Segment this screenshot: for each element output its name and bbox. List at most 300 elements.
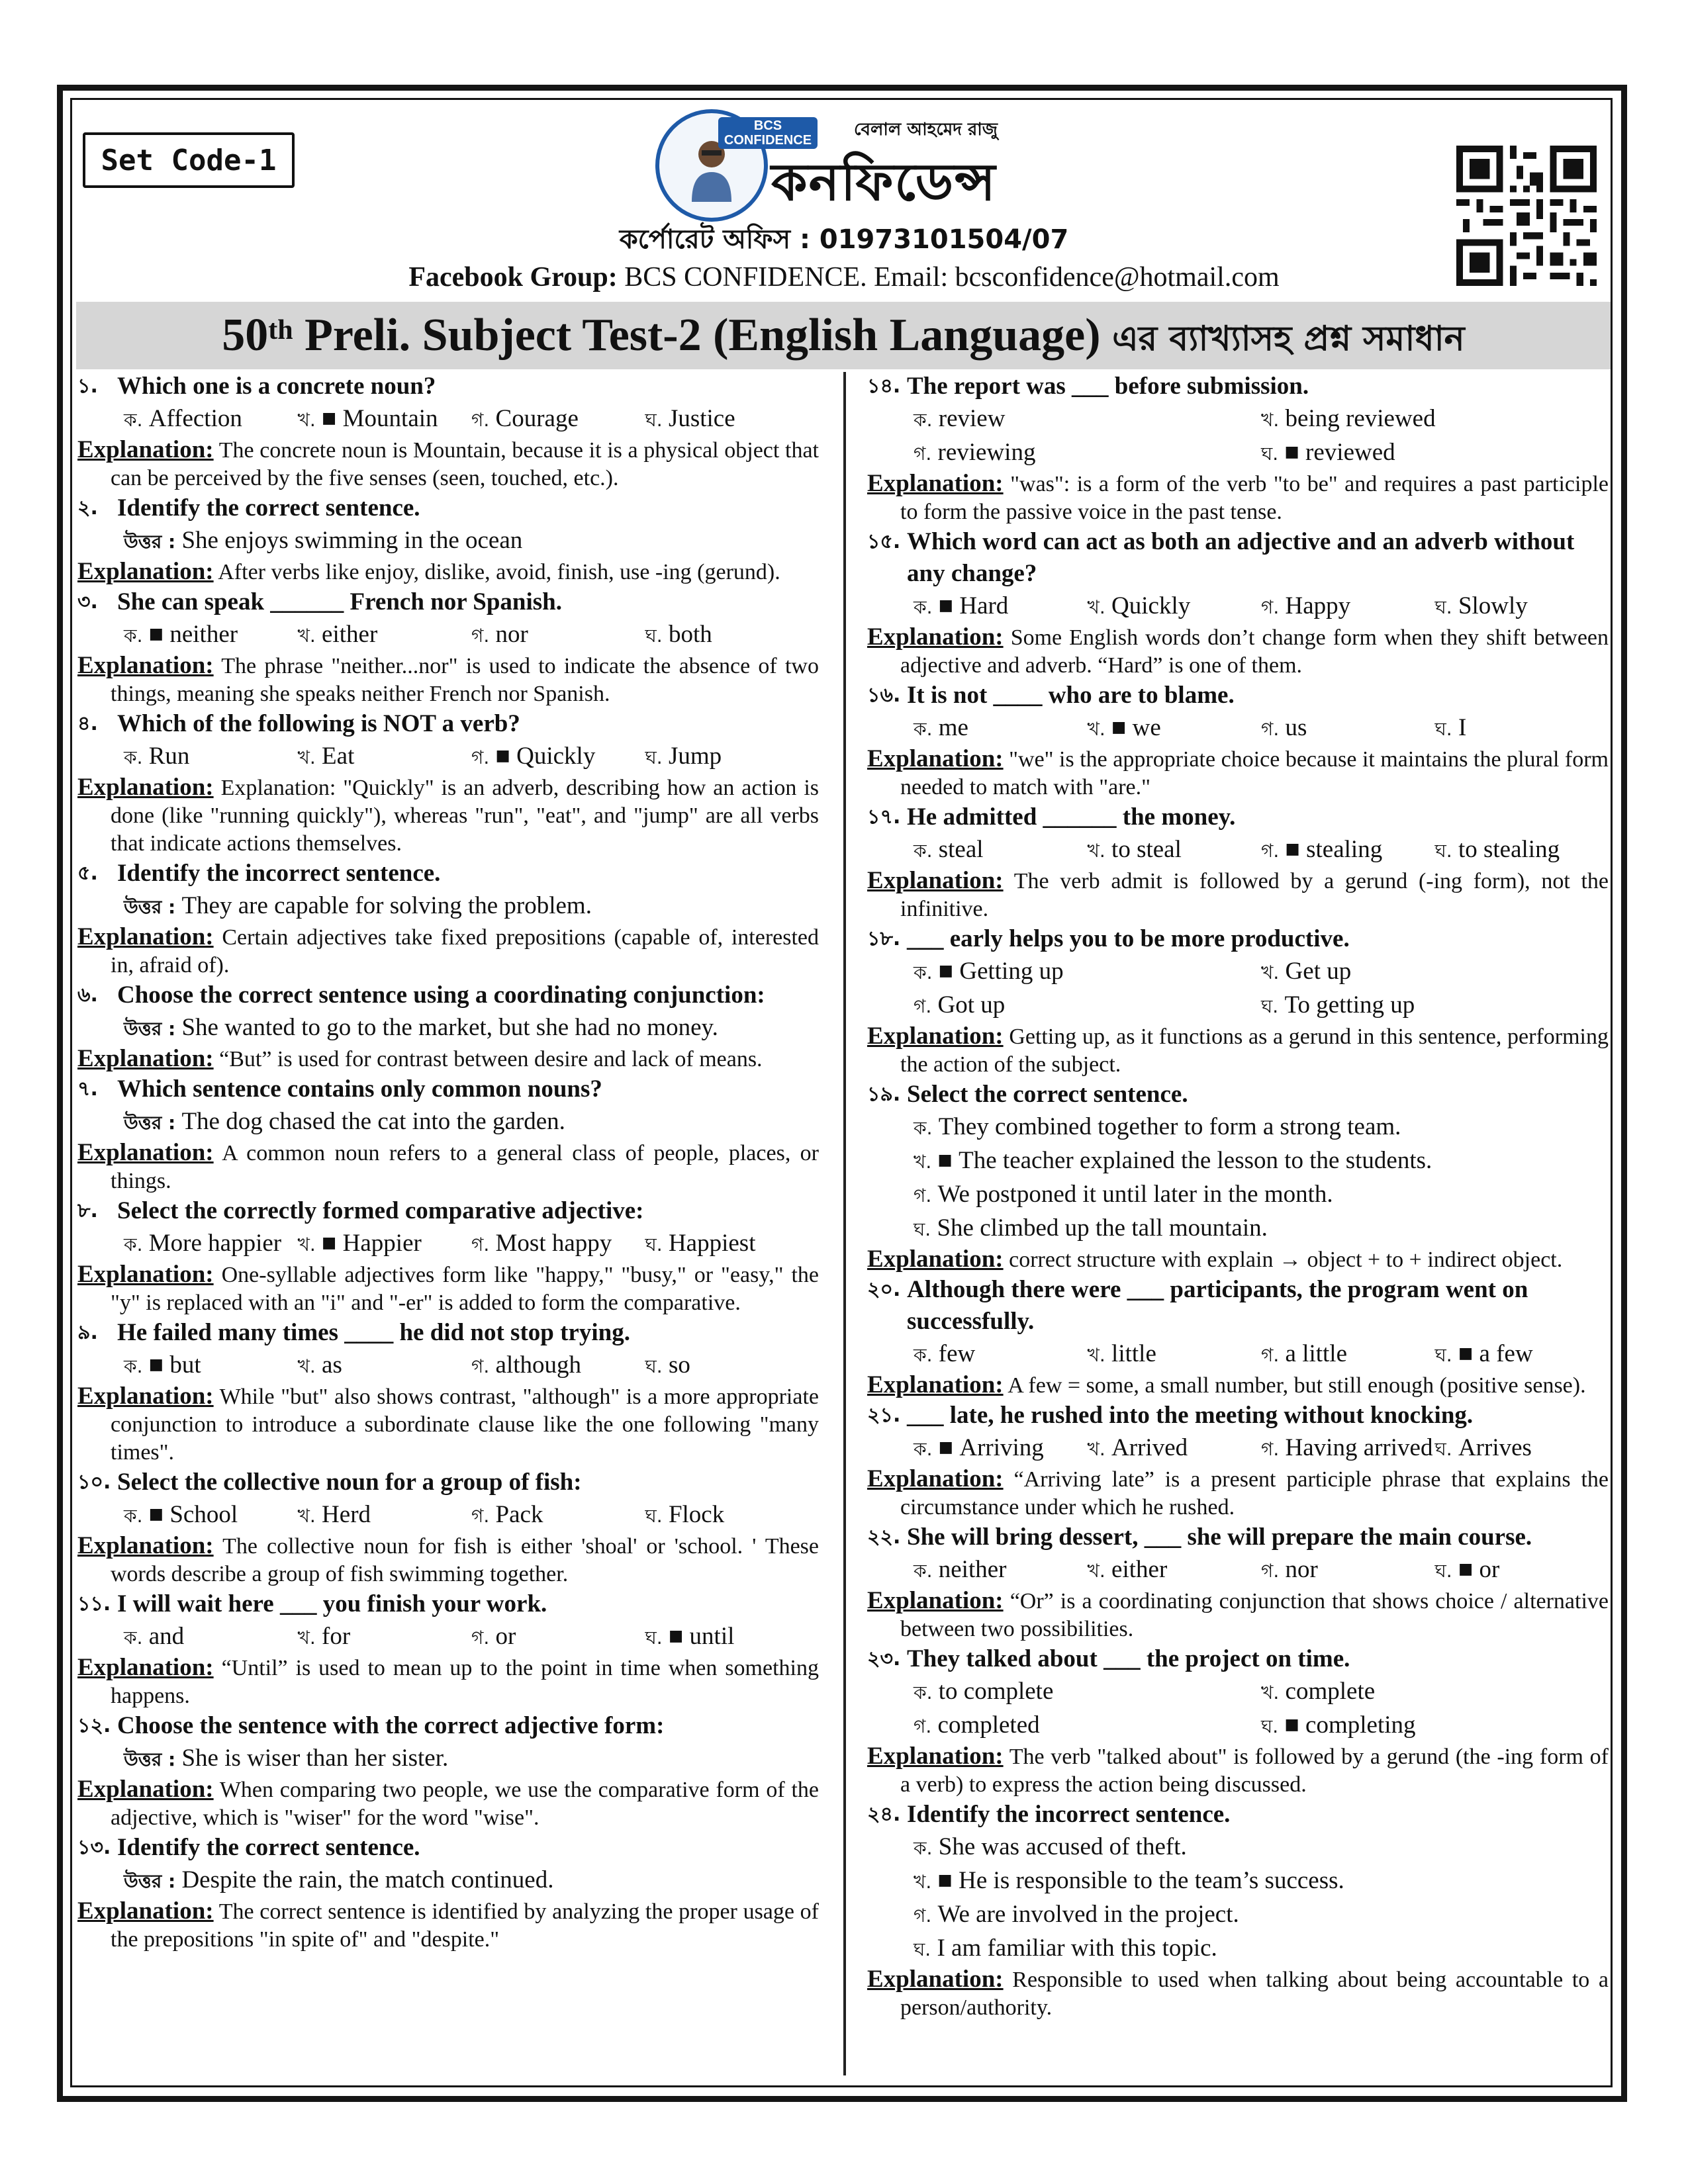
option-item: [914, 1338, 1088, 1371]
question-row: [867, 923, 1609, 955]
title-main: Preli. Subject Test-2 (English Language): [305, 310, 1101, 361]
explanation-text: “Until” is used to mean up to the point in time when something happens.: [111, 1656, 819, 1708]
question-row: [77, 858, 819, 889]
question-number: ৫.: [77, 862, 98, 885]
explanation-text: After verbs like enjoy, dislike, avoid, finish, use -ing (gerund).: [218, 560, 780, 584]
question-row: [77, 371, 819, 402]
question-text: He admitted ______ the money.: [907, 803, 1236, 831]
option-item: [645, 1620, 820, 1654]
option-letter: গ.: [914, 443, 932, 465]
options-row: [867, 711, 1609, 745]
option-item: [298, 740, 472, 774]
explanation-row: [77, 1532, 819, 1588]
option-item: [1261, 833, 1435, 867]
answer-text: They are capable for solving the problem.: [181, 892, 592, 919]
explanation-text: A few = some, a small number, but still enough (positive sense).: [1008, 1373, 1586, 1398]
option-item: [645, 1498, 820, 1532]
logo-author-name: বেলাল আহমেদ রাজু: [854, 120, 998, 140]
option-letter: খ.: [1087, 718, 1105, 740]
options-row: [867, 833, 1609, 867]
question-block: [867, 1799, 1609, 2022]
option-item: [124, 1620, 298, 1654]
explanation-label: Explanation:: [77, 1139, 214, 1166]
explanation-row: [867, 1023, 1609, 1079]
options-row: [77, 618, 819, 652]
option-letter: ক.: [124, 1355, 143, 1377]
option-letter: ঘ.: [1434, 1344, 1452, 1366]
question-row: [867, 526, 1609, 590]
title-number: 50: [222, 310, 269, 361]
question-block: [77, 492, 819, 586]
option-text: us: [1285, 714, 1307, 741]
option-item: [645, 1349, 820, 1383]
option-text: Happy: [1285, 592, 1351, 619]
option-item: [1261, 711, 1435, 745]
question-row: [77, 586, 819, 618]
answer-label: উত্তর :: [124, 1112, 176, 1134]
right-column: [867, 371, 1609, 2022]
option-text: We postponed it until later in the month.: [937, 1181, 1333, 1208]
option-text: Flock: [668, 1501, 725, 1528]
answer-label: উত্তর :: [124, 1749, 176, 1770]
explanation-label: Explanation:: [77, 436, 214, 463]
explanation-label: Explanation:: [77, 558, 214, 585]
page-title: [222, 310, 1464, 361]
option-item: [645, 1227, 820, 1261]
explanation-label: Explanation:: [867, 1023, 1004, 1050]
question-block: [867, 1522, 1609, 1643]
question-number: ১৬.: [867, 684, 901, 707]
option-letter: খ.: [914, 1151, 932, 1173]
option-letter: ঘ.: [645, 747, 663, 768]
facebook-email-line: [0, 261, 1688, 293]
option-letter: খ.: [1087, 596, 1105, 618]
explanation-row: [77, 1261, 819, 1317]
question-block: [867, 680, 1609, 801]
option-letter: ক.: [124, 625, 143, 647]
question-number: ২২.: [867, 1525, 901, 1549]
options-row: [867, 1338, 1609, 1371]
option-text: few: [938, 1340, 976, 1367]
explanation-row: [867, 1371, 1609, 1400]
option-item: [914, 955, 1261, 989]
explanation-text: Getting up, as it functions as a gerund in this sentence, performing the action of the subject.: [900, 1024, 1609, 1077]
explanation-row: [77, 1045, 819, 1073]
question-number: ১৮.: [867, 927, 901, 950]
option-letter: ঘ.: [645, 409, 663, 431]
option-item: [124, 402, 298, 436]
option-text: ■ Happier: [322, 1230, 422, 1257]
explanation-text: “But” is used for contrast between desire and lack of means.: [219, 1047, 763, 1071]
option-item: [1261, 402, 1609, 436]
option-text: To getting up: [1284, 991, 1415, 1019]
option-text: ■ a few: [1458, 1340, 1533, 1367]
option-item: [914, 436, 1261, 470]
question-number: ৩.: [77, 590, 98, 614]
option-text: nor: [1285, 1556, 1318, 1583]
explanation-row: [867, 1465, 1609, 1522]
question-block: [77, 979, 819, 1073]
option-item: [471, 740, 645, 774]
answer-label: উত্তর :: [124, 1018, 176, 1040]
options-row: [867, 955, 1609, 1023]
explanation-label: Explanation:: [867, 623, 1004, 651]
options-row: [77, 1349, 819, 1383]
option-letter: খ.: [1087, 1560, 1105, 1582]
option-text: and: [148, 1623, 185, 1650]
option-item: [298, 1620, 472, 1654]
option-text: I am familiar with this topic.: [937, 1934, 1217, 1962]
option-text: ■ completing: [1284, 1711, 1416, 1739]
question-row: [77, 1073, 819, 1105]
logo-badge: BCS CONFIDENCE: [718, 117, 818, 149]
options-row: [867, 1553, 1609, 1587]
option-item: [914, 1831, 1609, 1864]
question-number: ১১.: [77, 1592, 111, 1615]
option-item: [124, 618, 298, 652]
option-item: [1261, 1709, 1609, 1743]
set-code-box: [83, 132, 295, 188]
option-text: Happiest: [668, 1230, 756, 1257]
option-item: [914, 1709, 1261, 1743]
option-letter: ক.: [914, 1682, 933, 1704]
question-block: [867, 1400, 1609, 1522]
option-item: [1435, 1338, 1609, 1371]
option-text: Most happy: [495, 1230, 612, 1257]
answer-row: [77, 1864, 819, 1897]
brand-logo: [655, 109, 1066, 222]
option-text: ■ we: [1111, 714, 1161, 741]
qr-code-icon: [1456, 146, 1597, 286]
question-block: [77, 1073, 819, 1195]
explanation-text: The correct sentence is identified by analyzing the proper usage of the prepositions "in spite of" and "despite.": [111, 1899, 819, 1952]
question-row: [867, 1522, 1609, 1553]
explanation-text: Responsible to used when talking about being accountable to a person/authority.: [900, 1968, 1609, 2020]
option-item: [471, 1349, 645, 1383]
explanation-text: The concrete noun is Mountain, because it is a physical object that can be perceived by the five senses (seen, touched, etc.).: [111, 438, 819, 490]
options-row: [867, 1675, 1609, 1743]
question-block: [77, 1832, 819, 1954]
option-text: as: [322, 1351, 342, 1379]
option-text: ■ Quickly: [495, 743, 596, 770]
option-item: [124, 1227, 298, 1261]
explanation-row: [77, 436, 819, 492]
option-letter: গ.: [914, 1715, 932, 1737]
option-letter: ক.: [914, 596, 933, 618]
options-row: [867, 590, 1609, 623]
explanation-label: Explanation:: [867, 745, 1004, 772]
question-text: She will bring dessert, ___ she will prepare the main course.: [907, 1524, 1532, 1551]
option-item: [914, 1675, 1261, 1709]
question-text: Which one is a concrete noun?: [117, 373, 436, 400]
option-text: ■ but: [148, 1351, 201, 1379]
option-text: Having arrived: [1285, 1434, 1433, 1461]
answer-text: She wanted to go to the market, but she had no money.: [181, 1014, 718, 1041]
option-text: or: [495, 1623, 516, 1650]
option-text: I: [1458, 714, 1467, 741]
options-row: [867, 402, 1609, 470]
question-text: Choose the correct sentence using a coordinating conjunction:: [117, 981, 765, 1009]
option-letter: ক.: [914, 1837, 933, 1859]
option-item: [645, 618, 820, 652]
option-text: completed: [937, 1711, 1040, 1739]
option-text: to stealing: [1458, 836, 1560, 863]
explanation-label: Explanation:: [867, 867, 1004, 894]
option-text: little: [1111, 1340, 1156, 1367]
option-text: ■ The teacher explained the lesson to the students.: [937, 1147, 1432, 1174]
option-text: ■ neither: [148, 621, 238, 648]
option-text: reviewing: [937, 439, 1036, 466]
option-letter: ঘ.: [645, 625, 663, 647]
option-letter: ঘ.: [1434, 1438, 1452, 1460]
option-item: [914, 1898, 1609, 1932]
question-block: [77, 1710, 819, 1832]
question-row: [867, 1400, 1609, 1432]
question-number: ৭.: [77, 1077, 98, 1101]
option-letter: ঘ.: [914, 1938, 931, 1960]
set-code-label: Set Code-1: [101, 143, 277, 177]
option-item: [471, 1227, 645, 1261]
option-letter: ক.: [124, 747, 143, 768]
question-row: [867, 1274, 1609, 1338]
question-text: Choose the sentence with the correct adjective form:: [117, 1712, 665, 1739]
option-text: both: [668, 621, 712, 648]
option-item: [1088, 590, 1262, 623]
option-letter: খ.: [297, 1627, 316, 1649]
option-letter: খ.: [297, 1355, 316, 1377]
question-text: They talked about ___ the project on time.: [907, 1645, 1350, 1672]
question-text: ___ late, he rushed into the meeting without knocking.: [907, 1402, 1474, 1429]
explanation-text: correct structure with explain → object + to + indirect object.: [1009, 1248, 1563, 1272]
option-item: [1088, 1338, 1262, 1371]
question-text: Select the collective noun for a group of fish:: [117, 1469, 582, 1496]
option-item: [1088, 711, 1262, 745]
option-item: [1261, 989, 1609, 1023]
options-row: [867, 1831, 1609, 1966]
question-number: ২.: [77, 496, 98, 520]
option-letter: ঘ.: [914, 1218, 931, 1240]
option-item: [1088, 833, 1262, 867]
option-text: review: [938, 405, 1006, 432]
facebook-value: BCS CONFIDENCE. Email: bcsconfidence@hotmail.com: [624, 262, 1280, 293]
option-letter: ঘ.: [1434, 1560, 1452, 1582]
option-letter: ঘ.: [1434, 840, 1452, 862]
explanation-text: Certain adjectives take fixed prepositions (capable of, interested in, afraid of).: [111, 925, 819, 978]
option-text: to steal: [1111, 836, 1182, 863]
option-text: Eat: [322, 743, 355, 770]
option-text: ■ School: [148, 1501, 238, 1528]
question-block: [867, 923, 1609, 1079]
question-number: ৪.: [77, 712, 98, 735]
option-letter: গ.: [471, 1505, 490, 1527]
question-block: [77, 708, 819, 858]
question-number: ১৫.: [867, 530, 901, 553]
question-block: [867, 371, 1609, 526]
option-text: Courage: [495, 405, 579, 432]
option-item: [1261, 436, 1609, 470]
question-number: ১৪.: [867, 375, 901, 398]
explanation-label: Explanation:: [867, 1743, 1004, 1770]
option-letter: ঘ.: [645, 1505, 663, 1527]
question-text: Select the correctly formed comparative adjective:: [117, 1197, 644, 1224]
option-text: They combined together to form a strong team.: [938, 1113, 1401, 1140]
option-letter: ঘ.: [645, 1627, 663, 1649]
option-letter: ক.: [914, 1560, 933, 1582]
explanation-row: [77, 1139, 819, 1195]
answer-text: Despite the rain, the match continued.: [181, 1866, 554, 1893]
question-text: Select the correct sentence.: [907, 1081, 1188, 1108]
explanation-row: [77, 1654, 819, 1710]
explanation-row: [77, 923, 819, 979]
explanation-row: [867, 470, 1609, 526]
question-row: [77, 1588, 819, 1620]
question-text: Identify the correct sentence.: [117, 494, 420, 522]
option-letter: গ.: [914, 1185, 932, 1206]
option-letter: ক.: [124, 1505, 143, 1527]
option-item: [471, 1620, 645, 1654]
question-row: [867, 1079, 1609, 1111]
option-item: [914, 833, 1088, 867]
question-row: [77, 1317, 819, 1349]
option-item: [1088, 1432, 1262, 1465]
explanation-label: Explanation:: [77, 1776, 214, 1803]
question-text: ___ early helps you to be more productive.: [907, 925, 1350, 952]
options-row: [77, 1620, 819, 1654]
option-text: ■ Getting up: [938, 958, 1064, 985]
option-item: [1261, 590, 1435, 623]
option-letter: ঘ.: [1261, 995, 1279, 1017]
option-text: ■ Hard: [938, 592, 1009, 619]
option-item: [1261, 1432, 1435, 1465]
option-letter: ক.: [914, 1438, 933, 1460]
option-letter: গ.: [1261, 1344, 1280, 1366]
explanation-row: [77, 1383, 819, 1467]
option-text: ■ or: [1458, 1556, 1500, 1583]
question-block: [867, 1079, 1609, 1274]
option-item: [914, 1212, 1609, 1246]
option-letter: খ.: [297, 409, 316, 431]
explanation-text: “Or” is a coordinating conjunction that shows choice / alternative between two possibilities.: [900, 1589, 1609, 1641]
question-text: Identify the incorrect sentence.: [907, 1801, 1231, 1828]
left-column: [77, 371, 819, 1954]
option-text: ■ stealing: [1285, 836, 1383, 863]
question-block: [77, 586, 819, 708]
option-text: Herd: [322, 1501, 371, 1528]
option-item: [298, 1498, 472, 1532]
explanation-label: Explanation:: [77, 923, 214, 950]
option-letter: ঘ.: [1434, 596, 1452, 618]
logo-brand-name: কনফিডেন্স: [771, 153, 997, 212]
explanation-label: Explanation:: [77, 1654, 214, 1681]
explanation-label: Explanation:: [867, 1966, 1004, 1993]
question-text: I will wait here ___ you finish your work.: [117, 1590, 547, 1617]
option-letter: ক.: [124, 1234, 143, 1255]
explanation-text: The verb admit is followed by a gerund (-ing form), not the infinitive.: [900, 869, 1609, 921]
question-row: [867, 680, 1609, 711]
question-block: [77, 1467, 819, 1588]
explanation-row: [77, 558, 819, 586]
option-text: so: [668, 1351, 690, 1379]
answer-row: [77, 1742, 819, 1776]
explanation-row: [77, 1897, 819, 1954]
option-letter: খ.: [1261, 962, 1280, 983]
question-block: [77, 1317, 819, 1467]
option-letter: খ.: [297, 1234, 316, 1255]
option-item: [914, 402, 1261, 436]
question-row: [77, 492, 819, 524]
option-letter: ক.: [914, 962, 933, 983]
option-text: although: [495, 1351, 581, 1379]
option-letter: ক.: [124, 1627, 143, 1649]
question-row: [77, 1710, 819, 1742]
explanation-row: [867, 623, 1609, 680]
explanation-row: [867, 1246, 1609, 1274]
option-item: [1088, 1553, 1262, 1587]
option-item: [914, 1553, 1088, 1587]
explanation-text: “Arriving late” is a present participle phrase that explains the circumstance under which he rushed.: [900, 1467, 1609, 1520]
option-letter: গ.: [1261, 1438, 1280, 1460]
explanation-text: While "but" also shows contrast, "although" is a more appropriate conjunction to introduce a subordinate clause like the one following "many times".: [111, 1385, 819, 1465]
question-row: [77, 979, 819, 1011]
option-text: ■ Arriving: [938, 1434, 1044, 1461]
title-sup: th: [268, 315, 293, 345]
explanation-row: [867, 1966, 1609, 2022]
option-text: Arrived: [1111, 1434, 1188, 1461]
option-letter: গ.: [471, 1627, 490, 1649]
option-item: [471, 402, 645, 436]
option-text: Quickly: [1111, 592, 1191, 619]
option-letter: গ.: [914, 995, 932, 1017]
explanation-label: Explanation:: [77, 1045, 214, 1072]
answer-text: The dog chased the cat into the garden.: [181, 1108, 565, 1135]
explanation-text: When comparing two people, we use the comparative form of the adjective, which is "wiser" for the word "wise".: [111, 1778, 819, 1830]
question-row: [867, 371, 1609, 402]
option-text: ■ reviewed: [1284, 439, 1395, 466]
option-letter: গ.: [1261, 840, 1280, 862]
question-text: She can speak ______ French nor Spanish.: [117, 588, 562, 615]
explanation-label: Explanation:: [867, 470, 1004, 497]
question-block: [867, 1643, 1609, 1799]
option-letter: ক.: [914, 840, 933, 862]
question-block: [867, 801, 1609, 923]
options-row: [77, 740, 819, 774]
option-text: being reviewed: [1285, 405, 1436, 432]
explanation-label: Explanation:: [867, 1465, 1004, 1492]
explanation-row: [867, 1743, 1609, 1799]
option-text: Get up: [1285, 958, 1352, 985]
option-item: [914, 1864, 1609, 1898]
answer-row: [77, 524, 819, 558]
option-text: Justice: [668, 405, 735, 432]
option-item: [298, 402, 472, 436]
question-text: Which word can act as both an adjective and an adverb without any change?: [907, 528, 1575, 587]
option-letter: খ.: [297, 625, 316, 647]
answer-label: উত্তর :: [124, 896, 176, 918]
explanation-row: [77, 774, 819, 858]
option-text: She was accused of theft.: [938, 1833, 1187, 1860]
option-item: [914, 711, 1088, 745]
option-text: Pack: [495, 1501, 543, 1528]
answer-row: [77, 1011, 819, 1045]
question-row: [77, 708, 819, 740]
explanation-text: Explanation: "Quickly" is an adverb, describing how an action is done (like "running quickly"), whereas "run", "eat", and "jump" are all verbs that indicate actions themselves.: [111, 776, 820, 856]
option-letter: ক.: [124, 409, 143, 431]
question-text: Identify the correct sentence.: [117, 1834, 420, 1861]
options-row: [77, 1227, 819, 1261]
option-item: [1435, 1432, 1609, 1465]
question-number: ১৯.: [867, 1083, 901, 1106]
question-row: [867, 801, 1609, 833]
